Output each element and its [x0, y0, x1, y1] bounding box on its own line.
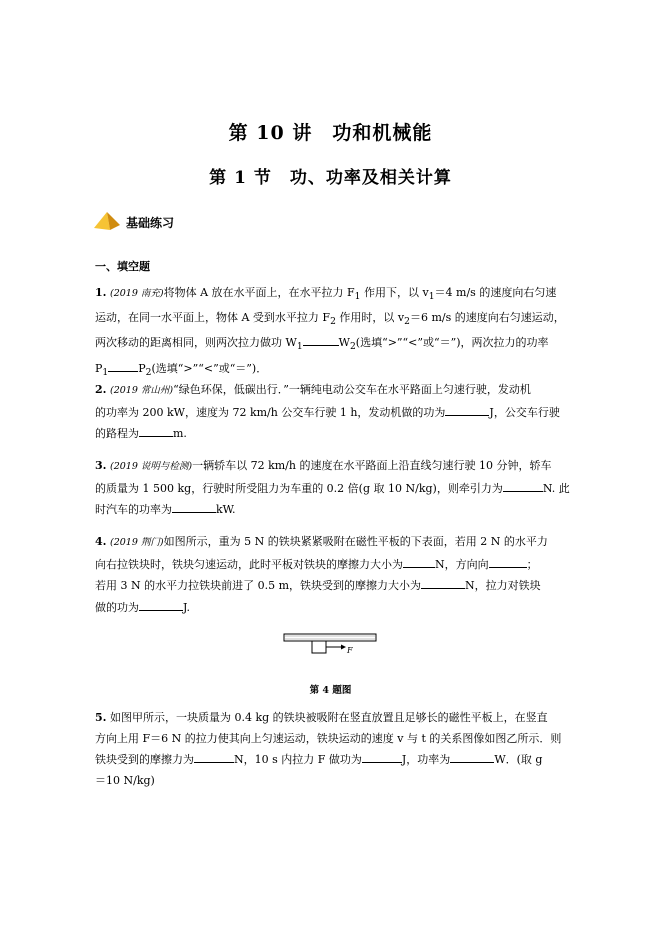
question-text: 如图甲所示，一块质量为 0.4 kg 的铁块被吸附在竖直放置且足够长的磁性平板上，在竖直: [106, 711, 548, 724]
question-number: 5.: [95, 711, 107, 724]
answer-blank[interactable]: [194, 749, 234, 763]
question-text: ＝6 m/s 的速度向右匀速运动，: [409, 310, 565, 324]
question-text: 方向上用 F＝6 N 的拉力使其向上匀速运动，铁块运动的速度 v 与 t 的关系图像如图乙所示．则: [95, 731, 562, 745]
question-text: “绿色环保，低碳出行．”一辆纯电动公交车在水平路面上匀速行驶，发动机: [173, 383, 531, 396]
answer-blank[interactable]: [403, 554, 435, 568]
answer-blank[interactable]: [450, 749, 494, 763]
question-text: 两次移动的距离相同，则两次拉力做功 W: [95, 336, 297, 350]
question-text: 一辆轿车以 72 km/h 的速度在水平路面上沿直线匀速行驶 10 分钟，轿车: [192, 459, 552, 472]
question-3: [95, 456, 570, 521]
question-number: 3.: [95, 459, 107, 472]
answer-blank[interactable]: [303, 332, 339, 346]
answer-blank[interactable]: [445, 402, 489, 416]
subscript: 1: [428, 291, 435, 303]
question-text: 作用时，以 v: [335, 310, 405, 324]
question-source: (2019 说明与检测): [109, 461, 193, 472]
question-text: N. 此: [542, 481, 570, 495]
answer-blank[interactable]: [421, 575, 465, 589]
question-2: [95, 380, 570, 445]
question-text: 铁块受到的摩擦力为: [95, 753, 194, 766]
question-number: 1.: [95, 286, 107, 299]
question-text: 若用 3 N 的水平力拉铁块前进了 0.5 m，铁块受到的摩擦力大小为: [95, 579, 422, 592]
iron-block: [312, 641, 326, 653]
question-text: W: [338, 336, 350, 350]
answer-blank[interactable]: [139, 423, 173, 437]
question-text: 将物体 A 放在水平面上，在水平拉力 F: [163, 286, 355, 299]
answer-blank[interactable]: [139, 597, 183, 611]
section-heading: 一、填空题: [95, 260, 150, 273]
question-text: P: [95, 362, 103, 376]
magnetic-plate: [284, 634, 376, 641]
subscript: 1: [102, 367, 109, 379]
question-text: 的功率为 200 kW，速度为 72 km/h 公交车行驶 1 h，发动机做的功为: [95, 405, 446, 419]
figure-4-diagram: [283, 628, 379, 668]
answer-blank[interactable]: [503, 478, 543, 492]
question-text: W．(取 g: [494, 753, 543, 766]
answer-blank[interactable]: [172, 499, 216, 513]
question-text: N，方向向: [435, 557, 489, 571]
subscript: 2: [404, 315, 410, 327]
subscript: 2: [145, 367, 152, 379]
question-text: (选填“>”“<”或“＝”)，两次拉力的功率: [355, 336, 549, 350]
question-text: 时汽车的功率为: [95, 503, 172, 516]
question-number: 4.: [95, 535, 107, 548]
question-text: 运动，在同一水平面上，物体 A 受到水平拉力 F: [95, 310, 331, 324]
question-text: ＝4 m/s 的速度向右匀速: [434, 286, 557, 299]
question-4: [95, 532, 570, 618]
question-text: 的路程为: [95, 427, 139, 440]
question-text: J.: [183, 600, 191, 614]
question-text: (选填“>”“<”或“＝”)．: [151, 362, 268, 376]
force-label: F: [347, 646, 353, 655]
question-text: 做的功为: [95, 600, 139, 614]
question-text: m.: [173, 427, 187, 440]
pyramid-icon: [93, 211, 121, 231]
subscript: 2: [349, 341, 356, 353]
question-source: (2019 常山州): [109, 385, 174, 396]
question-text: 向右拉铁块时，铁块匀速运动，此时平板对铁块的摩擦力大小为: [95, 557, 403, 571]
question-text: ＝10 N/kg): [95, 773, 155, 787]
practice-label: 基础练习: [126, 216, 175, 230]
question-text: 的质量为 1 500 kg，行驶时所受阻力为车重的 0.2 倍(g 取 10 N/kg)，则牵引力为: [95, 481, 503, 495]
question-text: 如图所示，重为 5 N 的铁块紧紧吸附在磁性平板的下表面，若用 2 N 的水平力: [163, 535, 548, 548]
question-text: J，公交车行驶: [489, 405, 560, 419]
question-source: (2019 荆门): [109, 537, 164, 548]
chapter-title: 第 10 讲 功和机械能: [228, 122, 433, 144]
question-text: kW.: [216, 503, 236, 516]
question-source: (2019 南充): [109, 288, 164, 299]
question-text: N，拉力对铁块: [465, 579, 541, 592]
question-number: 2.: [95, 383, 107, 396]
question-text: 作用下，以 v: [360, 286, 429, 299]
section-title: 第 1 节 功、功率及相关计算: [209, 168, 452, 188]
question-1: [95, 283, 570, 384]
question-text: P: [138, 362, 146, 376]
question-text: J，功率为: [401, 753, 451, 766]
question-text: N，10 s 内拉力 F 做功为: [234, 753, 362, 766]
answer-blank[interactable]: [489, 554, 527, 568]
question-text: ；: [526, 557, 538, 571]
figure-4-caption: 第 4 题图: [309, 685, 352, 696]
answer-blank[interactable]: [362, 749, 402, 763]
subscript: 1: [354, 291, 361, 303]
question-5: [95, 708, 570, 791]
answer-blank[interactable]: [108, 358, 138, 372]
subscript: 1: [296, 341, 303, 353]
subscript: 2: [330, 315, 336, 327]
